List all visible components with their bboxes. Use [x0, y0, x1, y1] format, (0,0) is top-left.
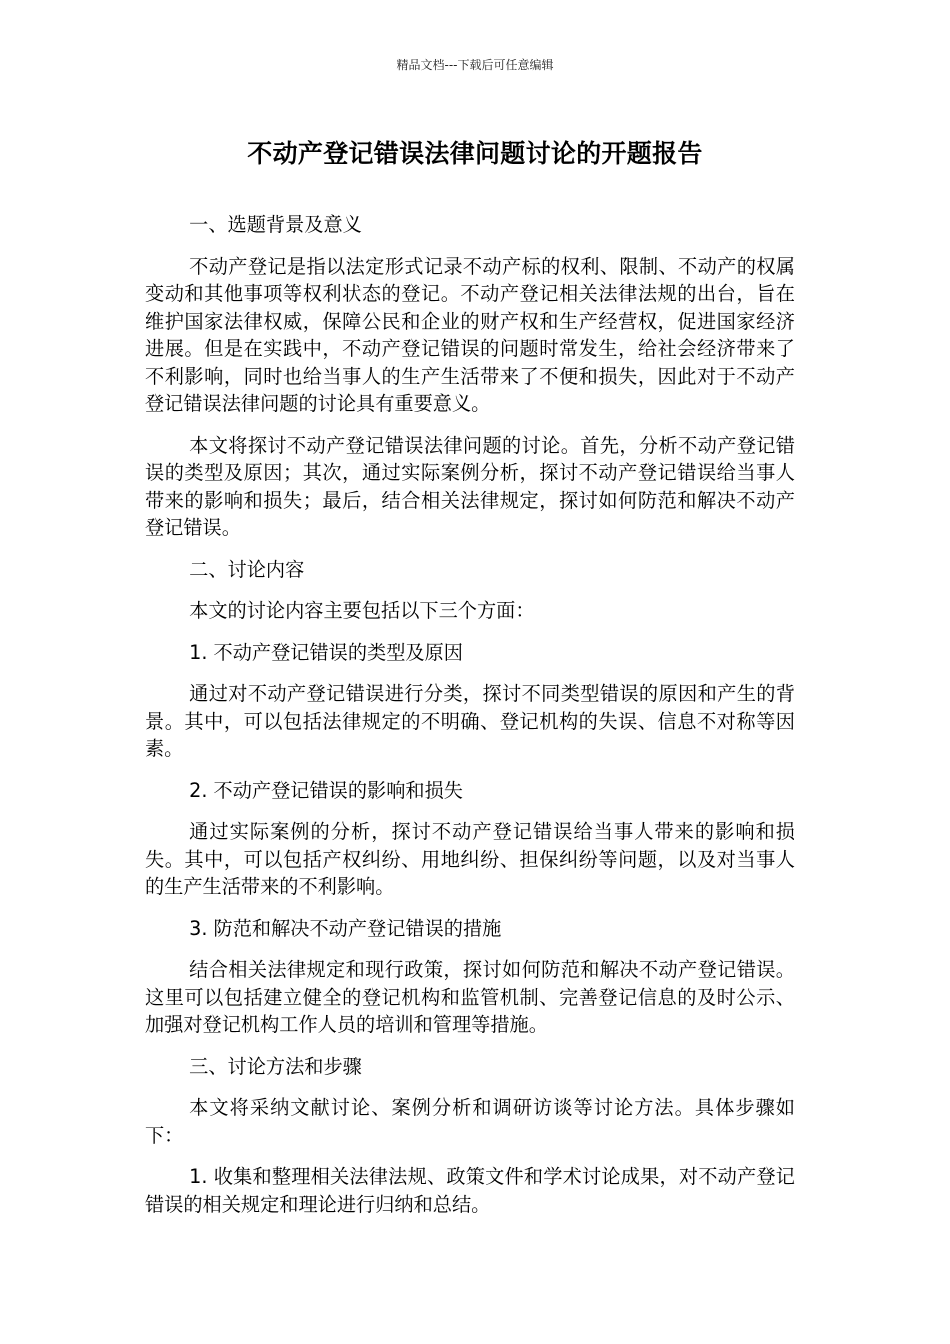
section-heading-content: 二、讨论内容 [189, 557, 305, 581]
subheading-types-causes: 1. 不动产登记错误的类型及原因 [189, 640, 463, 664]
paragraph-step-1: 1. 收集和整理相关法律法规、政策文件和学术讨论成果，对不动产登记错误的相关规定和理论进行归纳和总结。 [145, 1165, 795, 1216]
paragraph-methods-intro: 本文将采纳文献讨论、案例分析和调研访谈等讨论方法。具体步骤如下： [145, 1096, 795, 1147]
document-title: 不动产登记错误法律问题讨论的开题报告 [247, 139, 703, 168]
subheading-measures: 3. 防范和解决不动产登记错误的措施 [189, 916, 502, 940]
document-body [145, 211, 795, 1232]
header-note: 精品文档---下载后可任意编辑 [396, 58, 554, 72]
paragraph-content-intro: 本文的讨论内容主要包括以下三个方面： [189, 599, 535, 622]
section-heading-background: 一、选题背景及意义 [189, 213, 362, 236]
paragraph-overview: 本文将探讨不动产登记错误法律问题的讨论。首先，分析不动产登记错误的类型及原因；其次，通过实际案例分析，探讨不动产登记错误给当事人带来的影响和损失；最后，结合相关法律规定，探讨如何防范和解决不动产登记错误。 [145, 433, 795, 539]
paragraph-background: 不动产登记是指以法定形式记录不动产标的权利、限制、不动产的权属变动和其他事项等权利状态的登记。不动产登记相关法律法规的出台，旨在维护国家法律权威，保障公民和企业的财产权和生产经营权，促进国家经济进展。但是在实践中，不动产登记错误的问题时常发生，给社会经济带来了不利影响，同时也给当事人的生产生活带来了不便和损失，因此对于不动产登记错误法律问题的讨论具有重要意义。 [145, 254, 795, 415]
section-heading-methods: 三、讨论方法和步骤 [189, 1054, 362, 1078]
paragraph-impact-loss: 通过实际案例的分析，探讨不动产登记错误给当事人带来的影响和损失。其中，可以包括产权纠纷、用地纠纷、担保纠纷等问题，以及对当事人的生产生活带来的不利影响。 [145, 820, 795, 898]
subheading-impact-loss: 2. 不动产登记错误的影响和损失 [189, 778, 463, 802]
paragraph-types-causes: 通过对不动产登记错误进行分类，探讨不同类型错误的原因和产生的背景。其中，可以包括法律规定的不明确、登记机构的失误、信息不对称等因素。 [145, 682, 795, 760]
paragraph-measures: 结合相关法律规定和现行政策，探讨如何防范和解决不动产登记错误。这里可以包括建立健全的登记机构和监管机制、完善登记信息的及时公示、加强对登记机构工作人员的培训和管理等措施。 [145, 958, 795, 1036]
